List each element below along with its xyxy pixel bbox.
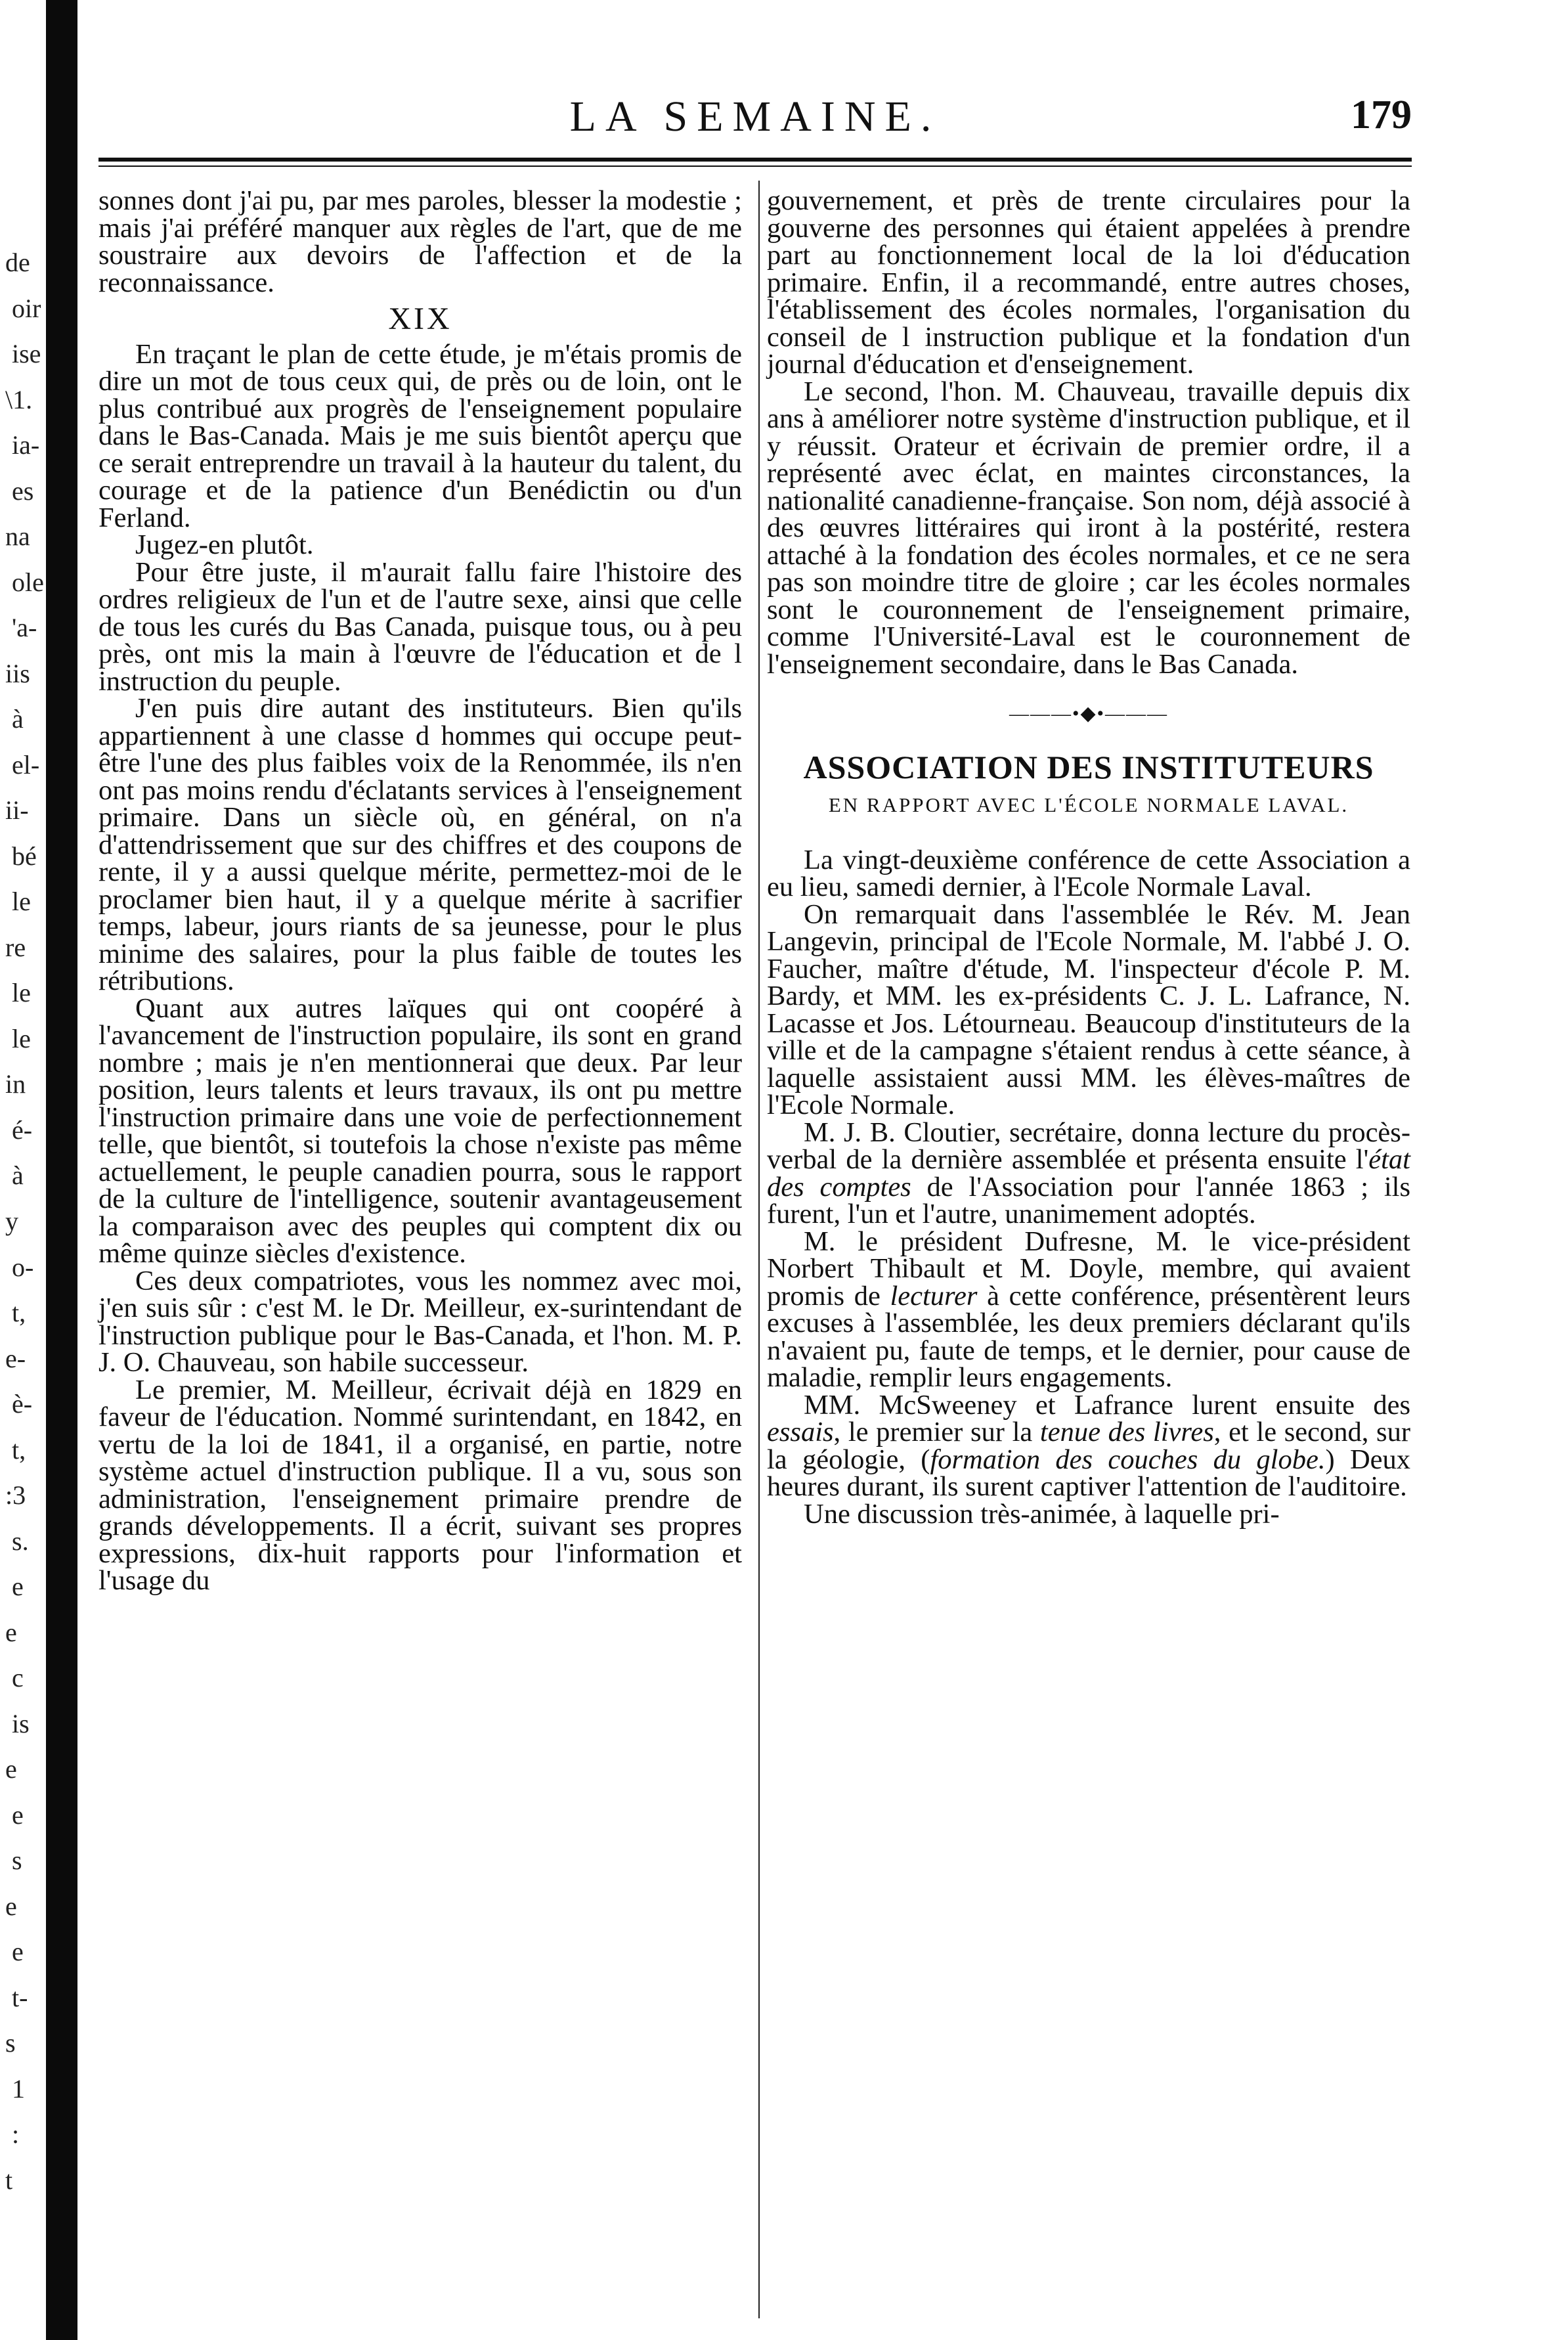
gutter-fragment: ii- (5, 795, 29, 825)
gutter-fragment: na (5, 521, 30, 551)
running-header (98, 92, 1412, 151)
gutter-fragment: y (5, 1206, 18, 1236)
paragraph: On remarquait dans l'assemblée le Rév. M. Jean Langevin, principal de l'Ecole Normale, M. l'abbé J. O. Faucher, maître d'étude, M. l'inspecteur d'école P. M. Bardy, et MM. les ex-présidents C. J. L. Lafrance, N. Lacasse et Jos. Létourneau. Beaucoup d'instituteurs de la ville et de la campagne s'étaient rendus à cette séance, à laquelle assistaient aussi MM. les élèves-maîtres de l'Ecole Normale. (767, 898, 1410, 1120)
section-ornament: ———•◆•——— (1009, 703, 1169, 724)
gutter-fragment: le (12, 1024, 31, 1053)
gutter-fragment: è- (12, 1389, 33, 1419)
gutter-fragment: bé (12, 841, 37, 871)
gutter-fragment: e- (5, 1344, 26, 1373)
text-run: ) Deux heures durant, ils surent captiver l'attention de l'auditoire. (767, 1444, 1410, 1502)
paragraph: En traçant le plan de cette étude, je m'étais promis de dire un mot de tous ceux qui, de près ou de loin, ont le plus contribué aux progrès de l'enseignement populaire dans le Bas-Canada. Mais je me suis bientôt aperçu que ce serait entreprendre un travail à la hauteur du talent, du courage et de la patience d'un Benédictin ou d'un Ferland. (98, 338, 742, 533)
paragraph (767, 1225, 1410, 1393)
gutter-fragment: t (5, 2165, 13, 2195)
gutter-fragment: o- (12, 1252, 34, 1282)
text-run: de l'Association pour l'année 1863 ; ils furent, l'un et l'autre, unanimement adoptés. (767, 1171, 1411, 1229)
gutter-fragment: s (5, 2028, 16, 2058)
paragraph: J'en puis dire autant des instituteurs. Bien qu'ils appartiennent à une classe d hommes qui occupe peut-être l'une des plus faibles voix de la Renommée, ils n'en ont pas moins rendu d'éclatants services à l'enseignement primaire. Dans un siècle où, en général, on n'a d'attendrissement que sur des chiffres et des coupons de rente, il y a aussi quelque mérite, permettez-moi de le proclamer bien haut, il y a quelque mérite à sacrifier temps, labeur, jours riants de sa jeunesse, pour le plus minime des salaires, pour la plus faible de toutes les rétributions. (98, 693, 742, 996)
section-number: XIX (388, 301, 452, 336)
gutter-fragment: ia- (12, 430, 40, 460)
paragraph: Le premier, M. Meilleur, écrivait déjà en 1829 en faveur de l'éducation. Nommé surintendant, en 1842, en vertu de la loi de 1841, il a organisé, en partie, notre système actuel d'instruction publique. Il a vu, sous son administration, l'enseignement primaire prendre de grands développements. Il a écrit, suivant ses propres expressions, dix-huit rapports pour l'information et l'usage du (98, 1374, 742, 1596)
gutter-fragment: e (5, 1891, 17, 1921)
paragraph: Jugez-en plutôt. (135, 529, 314, 560)
left-column (98, 187, 742, 1595)
gutter-fragment: e (5, 1618, 17, 1647)
gutter-fragment: es (12, 476, 34, 506)
gutter-fragment: e (12, 1800, 24, 1830)
gutter-fragment: re (5, 933, 26, 962)
gutter-fragment: de (5, 248, 30, 277)
left-margin-fragments (0, 0, 46, 2340)
paragraph (767, 1116, 1411, 1229)
gutter-fragment: s (12, 1845, 22, 1875)
gutter-fragment: ise (12, 339, 41, 368)
paragraph: Quant aux autres laïques qui ont coopéré à l'avancement de l'instruction populaire, ils sont en grand nombre ; mais je n'en mentionnerai que deux. Par leur position, leurs talents et leurs travaux, ils ont pu mettre l'instruction primaire dans une voie de perfectionnement telle, que bientôt, si toutefois la chose n'existe pas même actuellement, le peuple canadien pourra, sous le rapport de la culture de l'intelligence, soutenir avantageusement la comparaison avec des peuples qui comptent dix ou même quinze siècles d'existence. (98, 992, 742, 1269)
gutter-fragment: el- (12, 750, 40, 780)
gutter-fragment: e (12, 1572, 24, 1601)
gutter-fragment: is (12, 1709, 30, 1738)
column-divider (758, 181, 760, 2318)
text-run: M. J. B. Cloutier, secrétaire, donna lecture du procès-verbal de la dernière assemblée et présenta ensuite l' (767, 1116, 1410, 1175)
italic-phrase: état des comptes (767, 1144, 1410, 1203)
gutter-fragment: s. (12, 1526, 29, 1556)
text-run: , le premier sur la (833, 1417, 1040, 1447)
paragraph: Le second, l'hon. M. Chauveau, travaille depuis dix ans à améliorer notre système d'instruction publique, et il y réussit. Orateur et écrivain de premier ordre, il a représenté avec éclat, en maintes circonstances, la nationalité canadienne-française. Son nom, déjà associé à des œuvres littéraires qui iront à la postérité, restera attaché à la fondation des écoles normales, et ce ne sera pas son moindre titre de gloire ; car les écoles normales sont le couronnement de l'enseignement primaire, comme l'Université-Laval est le couronnement de l'enseignement secondaire, dans le Bas Canada. (767, 376, 1410, 680)
gutter-fragment: c (12, 1663, 24, 1692)
right-column (767, 187, 1410, 1528)
header-rule-thick (98, 158, 1412, 162)
gutter-fragment: le (12, 887, 31, 916)
paragraph: Une discussion très-animée, à laquelle pri- (804, 1498, 1280, 1530)
gutter-fragment: e (12, 1937, 24, 1966)
text-run: , et le second, sur la géologie, ( (767, 1417, 1410, 1475)
italic-phrase: lecturer (890, 1280, 978, 1312)
binding-strip (46, 0, 77, 2340)
gutter-fragment: à (12, 1160, 24, 1190)
paragraph: La vingt-deuxième conférence de cette Association a eu lieu, samedi dernier, à l'Ecole Normale Laval. (767, 844, 1410, 902)
gutter-fragment: 'a- (12, 613, 37, 642)
section-title: ASSOCIATION DES INSTITUTEURS (803, 748, 1374, 785)
gutter-fragment: :3 (5, 1480, 26, 1510)
gutter-fragment: à (12, 704, 24, 734)
gutter-fragment: iis (5, 659, 30, 688)
italic-phrase: tenue des livres (1039, 1417, 1214, 1447)
gutter-fragment: : (12, 2119, 20, 2149)
gutter-fragment: t- (12, 1983, 28, 2012)
gutter-fragment: 1 (12, 2074, 25, 2104)
gutter-fragment: é- (12, 1115, 33, 1145)
paragraph: Ces deux compatriotes, vous les nommez avec moi, j'en suis sûr : c'est M. le Dr. Meilleur, ex-surintendant de l'instruction publique pour le Bas-Canada, et l'hon. M. P. J. O. Chauveau, son habile successeur. (98, 1265, 742, 1378)
page-number: 179 (1351, 93, 1412, 137)
section-subtitle: EN RAPPORT AVEC L'ÉCOLE NORMALE LAVAL. (828, 793, 1349, 816)
italic-phrase: formation des couches du globe. (930, 1444, 1326, 1475)
gutter-fragment: oir (12, 294, 41, 323)
gutter-fragment: t, (12, 1298, 26, 1327)
gutter-fragment: ole (12, 567, 44, 597)
page-title: LA SEMAINE. (569, 93, 941, 141)
gutter-fragment: \1. (5, 385, 33, 414)
paragraph (767, 1389, 1410, 1502)
text-run: M. le président Dufresne, M. le vice-président Norbert Thibault et M. Doyle, membre, qui avaient promis de (767, 1225, 1410, 1312)
gutter-fragment: t, (12, 1435, 26, 1465)
gutter-fragment: e (5, 1754, 17, 1784)
paragraph: Pour être juste, il m'aurait fallu faire l'histoire des ordres religieux de l'un et de l'autre sexe, ainsi que celle de tous les curés du Bas Canada, puisque tous, ou à peu près, ont mis la main à l'œuvre de l'éducation et de l instruction du peuple. (98, 556, 742, 697)
gutter-fragment: in (5, 1069, 26, 1099)
paragraph: gouvernement, et près de trente circulaires pour la gouverne des personnes qui étaient appelées à prendre part au fonctionnement local de la loi d'éducation primaire. Enfin, il a recommandé, entre autres choses, l'établissement des écoles normales, l'organisation du conseil de l instruction publique et la fondation d'un journal d'éducation et d'enseignement. (767, 185, 1410, 380)
header-rule-thin (98, 166, 1412, 167)
gutter-fragment: le (12, 978, 31, 1007)
text-run: MM. McSweeney et Lafrance lurent ensuite des (804, 1389, 1410, 1421)
text-run: à cette conférence, présentèrent leurs excuses à l'assemblée, les deux premiers déclarant qu'ils n'avaient pu, faute de temps, et le dernier, pour cause de maladie, remplir leurs engagements. (767, 1280, 1410, 1393)
italic-phrase: essais (767, 1417, 834, 1447)
paragraph: sonnes dont j'ai pu, par mes paroles, blesser la modestie ; mais j'ai préféré manquer aux règles de l'art, que de me soustraire aux devoirs de l'affection et de la reconnaissance. (98, 185, 742, 298)
